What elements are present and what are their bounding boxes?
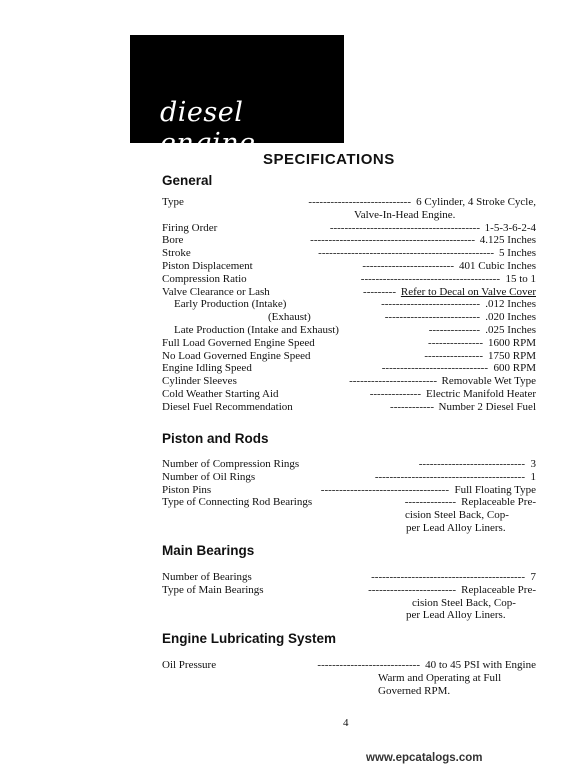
spec-label: Diesel Fuel Recommendation	[162, 400, 293, 413]
leader-dashes: ---------------------------------------------	[310, 234, 475, 247]
section-heading-piston-rods: Piston and Rods	[162, 431, 269, 446]
spec-row	[162, 471, 536, 484]
leader-dashes: --------------	[428, 324, 480, 336]
leader-dashes: ----------------------------	[308, 196, 411, 208]
spec-value: 1-5-3-6-2-4	[484, 221, 536, 234]
leader-dashes: ---------------------------	[381, 298, 480, 311]
spec-row	[162, 247, 536, 260]
spec-row	[162, 362, 536, 375]
spec-value: 4.125 Inches	[479, 234, 536, 247]
spec-label: Compression Ratio	[162, 272, 247, 285]
spec-value: 1600 RPM	[488, 336, 536, 349]
spec-row	[162, 324, 536, 337]
spec-row	[162, 311, 536, 324]
spec-row	[162, 496, 536, 509]
spec-label: Type	[162, 196, 184, 208]
leader-dashes: ------------------------------------------------	[318, 247, 494, 260]
spec-row	[162, 234, 536, 247]
page-title: SPECIFICATIONS	[263, 151, 395, 168]
spec-row	[162, 260, 536, 273]
spec-value: Replaceable Pre-	[461, 496, 536, 509]
spec-row	[162, 273, 536, 286]
spec-label: Cylinder Sleeves	[162, 375, 237, 388]
section-heading-lubrication: Engine Lubricating System	[162, 631, 337, 646]
section-heading-main-bearings: Main Bearings	[162, 543, 255, 558]
leader-dashes: --------------	[369, 388, 421, 400]
spec-row	[162, 659, 536, 672]
title-banner	[130, 35, 344, 159]
spec-row	[162, 388, 536, 401]
spec-continuation: cision Steel Back, Cop-	[412, 596, 516, 609]
spec-label: Piston Displacement	[162, 260, 253, 272]
spec-label: Type of Main Bearings	[162, 583, 264, 596]
leader-dashes: -----------------------------------------	[374, 470, 525, 483]
spec-value: Full Floating Type	[454, 483, 536, 496]
spec-row	[162, 375, 536, 388]
spec-value: Removable Wet Type	[441, 375, 536, 388]
spec-row	[162, 286, 536, 299]
page-number: 4	[343, 717, 349, 729]
spec-value: 7	[530, 571, 536, 583]
spec-row	[162, 584, 536, 597]
spec-continuation: cision Steel Back, Cop-	[405, 509, 509, 522]
leader-dashes: ------------------------	[368, 583, 456, 596]
leader-dashes: ---------	[363, 285, 396, 298]
spec-label: Number of Bearings	[162, 571, 252, 583]
banner-title: diesel engine	[160, 97, 256, 159]
spec-label: (Exhaust)	[268, 311, 311, 324]
spec-label: Bore	[162, 234, 184, 247]
spec-value: 15 to 1	[505, 272, 536, 285]
spec-label: No Load Governed Engine Speed	[162, 349, 311, 362]
spec-row	[162, 350, 536, 363]
spec-value: 40 to 45 PSI with Engine	[425, 659, 536, 671]
spec-value: .012 Inches	[485, 298, 536, 311]
spec-label: Valve Clearance or Lash	[162, 285, 270, 298]
leader-dashes: --------------------------	[384, 311, 480, 324]
spec-value: .025 Inches	[485, 324, 536, 336]
section-heading-general: General	[162, 173, 213, 188]
spec-label: Number of Oil Rings	[162, 470, 256, 483]
spec-label: Full Load Governed Engine Speed	[162, 336, 315, 349]
spec-value: 3	[530, 458, 536, 470]
spec-label: Early Production (Intake)	[174, 298, 287, 311]
spec-row	[162, 337, 536, 350]
leader-dashes: --------------------------------------	[360, 272, 500, 285]
leader-dashes: -------------------------	[362, 260, 454, 272]
spec-value: 1750 RPM	[488, 349, 536, 362]
leader-dashes: -----------------------------------	[320, 483, 449, 496]
spec-label: Late Production (Intake and Exhaust)	[174, 324, 339, 336]
leader-dashes: ----------------------------	[317, 659, 420, 671]
leader-dashes: -----------------------------------------	[329, 221, 480, 234]
spec-continuation: Governed RPM.	[378, 684, 451, 697]
spec-value: 1	[530, 470, 536, 483]
spec-label: Number of Compression Rings	[162, 458, 300, 470]
spec-label: Engine Idling Speed	[162, 362, 252, 375]
spec-row	[162, 298, 536, 311]
footer-website: www.epcatalogs.com	[366, 752, 483, 764]
spec-row	[162, 401, 536, 414]
spec-value: 401 Cubic Inches	[459, 260, 536, 272]
leader-dashes: ------------------------------------------	[371, 571, 525, 583]
spec-continuation: per Lead Alloy Liners.	[406, 609, 506, 622]
spec-continuation: Warm and Operating at Full	[378, 671, 502, 684]
spec-row	[162, 571, 536, 584]
spec-label: Cold Weather Starting Aid	[162, 388, 279, 400]
leader-dashes: ------------------------	[349, 375, 437, 388]
leader-dashes: -----------------------------	[381, 362, 488, 375]
spec-label: Type of Connecting Rod Bearings	[162, 496, 313, 509]
spec-value: 6 Cylinder, 4 Stroke Cycle,	[416, 196, 536, 208]
spec-row	[162, 222, 536, 235]
spec-row	[162, 458, 536, 471]
spec-continuation: Valve-In-Head Engine.	[354, 208, 456, 221]
spec-label: Stroke	[162, 247, 191, 260]
spec-value: Replaceable Pre-	[461, 583, 536, 596]
spec-label: Piston Pins	[162, 483, 212, 496]
spec-value: Number 2 Diesel Fuel	[438, 400, 536, 413]
spec-label: Firing Order	[162, 221, 218, 234]
spec-value: 600 RPM	[493, 362, 536, 375]
spec-continuation: per Lead Alloy Liners.	[406, 522, 506, 534]
spec-row	[162, 196, 536, 209]
spec-value: .020 Inches	[485, 311, 536, 324]
spec-value: Electric Manifold Heater	[426, 388, 536, 400]
spec-value: Refer to Decal on Valve Cover	[400, 285, 536, 298]
leader-dashes: ----------------	[424, 349, 483, 362]
spec-value: 5 Inches	[499, 247, 536, 260]
spec-label: Oil Pressure	[162, 659, 217, 671]
leader-dashes: -----------------------------	[418, 458, 525, 470]
spec-row	[162, 484, 536, 497]
leader-dashes: ------------	[390, 400, 434, 413]
leader-dashes: --------------	[404, 496, 456, 509]
leader-dashes: ---------------	[428, 336, 483, 349]
